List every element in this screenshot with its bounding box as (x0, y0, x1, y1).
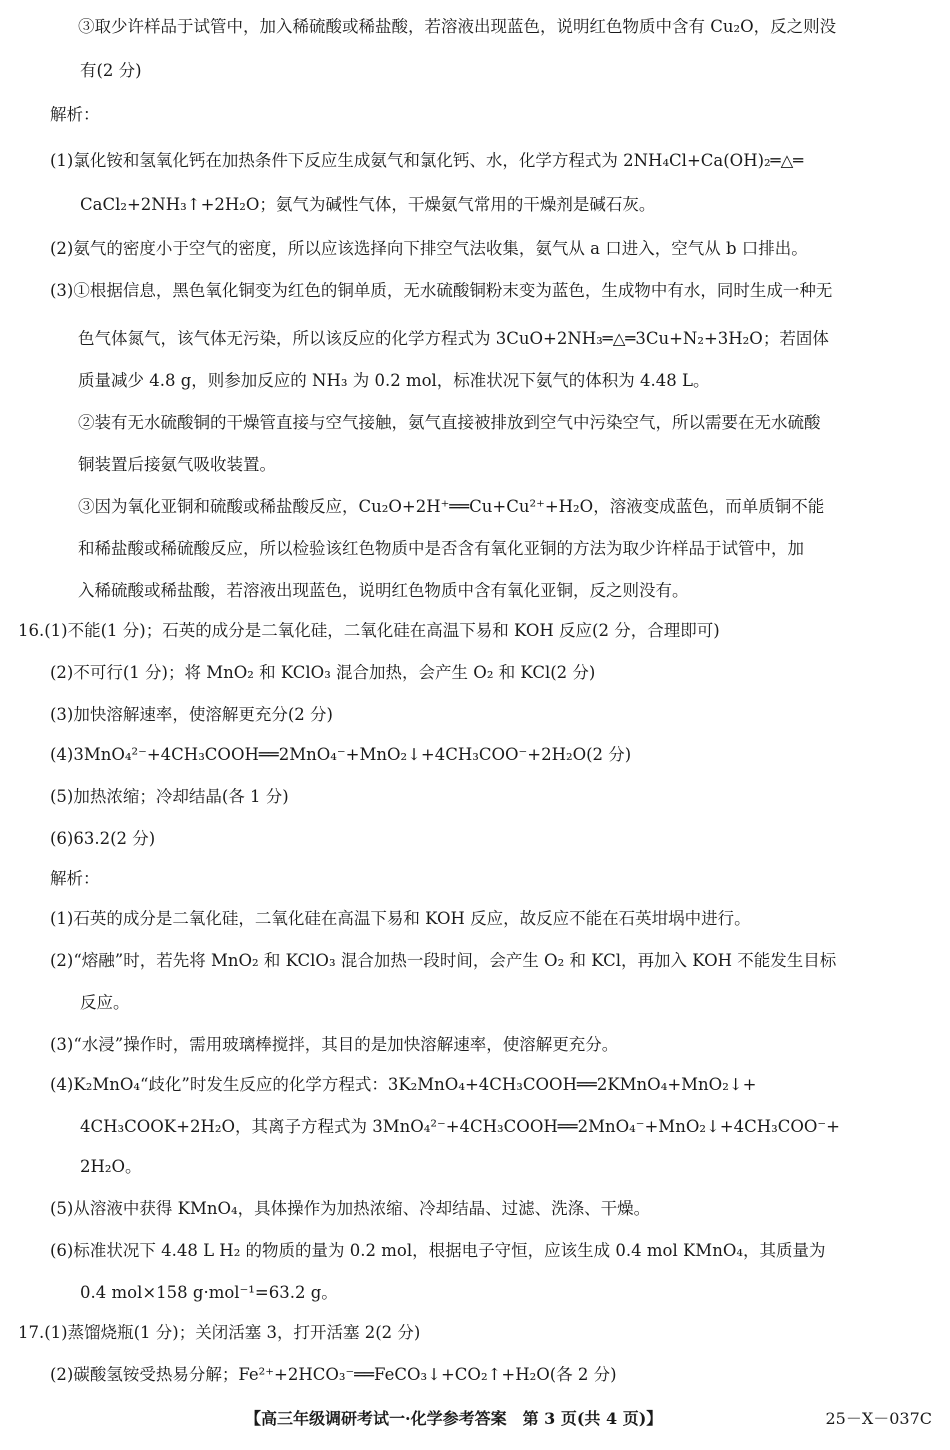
text-line: 4CH₃COOK+2H₂O，其离子方程式为 3MnO₄²⁻+4CH₃COOH══2MnO₄⁻+MnO₂↓+4CH₃COO⁻+ (80, 1117, 840, 1136)
text-line: (6)标准状况下 4.48 L H₂ 的物质的量为 0.2 mol，根据电子守恒，应该生成 0.4 mol KMnO₄，其质量为 (50, 1241, 826, 1260)
text-line: 解析： (50, 105, 100, 124)
text-line: (2)碳酸氢铵受热易分解；Fe²⁺+2HCO₃⁻══FeCO₃↓+CO₂↑+H₂O(各 2 分) (50, 1365, 617, 1384)
text-line: (3)“水浸”操作时，需用玻璃棒搅拌，其目的是加快溶解速率，使溶解更充分。 (50, 1035, 619, 1054)
text-line: (5)从溶液中获得 KMnO₄，具体操作为加热浓缩、冷却结晶、过滤、洗涤、干燥。 (50, 1199, 651, 1218)
text-line: (4)3MnO₄²⁻+4CH₃COOH══2MnO₄⁻+MnO₂↓+4CH₃COO⁻+2H₂O(2 分) (50, 745, 632, 764)
text-line: 0.4 mol×158 g·mol⁻¹=63.2 g。 (80, 1283, 338, 1302)
footer-title: 【高三年级调研考试一·化学参考答案 第 3 页(共 4 页)】 (245, 1409, 663, 1428)
text-line: 17.(1)蒸馏烧瓶(1 分)；关闭活塞 3，打开活塞 2(2 分) (18, 1323, 421, 1342)
text-line: (5)加热浓缩；冷却结晶(各 1 分) (50, 787, 289, 806)
text-line: 质量减少 4.8 g，则参加反应的 NH₃ 为 0.2 mol，标准状况下氨气的体积为 4.48 L。 (78, 371, 710, 390)
text-line: (1)氯化铵和氢氧化钙在加热条件下反应生成氨气和氯化钙、水，化学方程式为 2NH₄Cl+Ca(OH)₂═△═ (50, 151, 804, 170)
text-line: 2H₂O。 (80, 1157, 142, 1176)
text-line: (4)K₂MnO₄“歧化”时发生反应的化学方程式：3K₂MnO₄+4CH₃COOH══2KMnO₄+MnO₂↓+ (50, 1075, 757, 1094)
text-line: ②装有无水硫酸铜的干燥管直接与空气接触，氨气直接被排放到空气中污染空气，所以需要在无水硫酸 (78, 413, 821, 432)
text-line: (6)63.2(2 分) (50, 829, 156, 848)
text-line: (2)氨气的密度小于空气的密度，所以应该选择向下排空气法收集，氨气从 a 口进入，空气从 b 口排出。 (50, 239, 808, 258)
text-line: 反应。 (80, 993, 130, 1012)
text-line: 有(2 分) (80, 61, 142, 80)
text-line: (3)①根据信息，黑色氧化铜变为红色的铜单质，无水硫酸铜粉末变为蓝色，生成物中有水，同时生成一种无 (50, 281, 833, 300)
text-line: CaCl₂+2NH₃↑+2H₂O；氨气为碱性气体，干燥氨气常用的干燥剂是碱石灰。 (80, 195, 656, 214)
text-line: 和稀盐酸或稀硫酸反应，所以检验该红色物质中是否含有氧化亚铜的方法为取少许样品于试管中，加 (78, 539, 804, 558)
text-line: (2)不可行(1 分)；将 MnO₂ 和 KClO₃ 混合加热，会产生 O₂ 和 KCl(2 分) (50, 663, 596, 682)
text-line: 入稀硫酸或稀盐酸，若溶液出现蓝色，说明红色物质中含有氧化亚铜，反之则没有。 (78, 581, 689, 600)
text-line: (2)“熔融”时，若先将 MnO₂ 和 KClO₃ 混合加热一段时间，会产生 O₂ 和 KCl，再加入 KOH 不能发生目标 (50, 951, 837, 970)
text-line: ③取少许样品于试管中，加入稀硫酸或稀盐酸，若溶液出现蓝色，说明红色物质中含有 Cu₂O，反之则没 (78, 17, 837, 36)
text-line: 铜装置后接氨气吸收装置。 (78, 455, 276, 474)
text-line: 16.(1)不能(1 分)；石英的成分是二氧化硅，二氧化硅在高温下易和 KOH 反应(2 分，合理即可) (18, 621, 720, 640)
text-line: 解析： (50, 869, 100, 888)
text-line: (3)加快溶解速率，使溶解更充分(2 分) (50, 705, 333, 724)
text-line: ③因为氧化亚铜和硫酸或稀盐酸反应，Cu₂O+2H⁺══Cu+Cu²⁺+H₂O，溶液变成蓝色，而单质铜不能 (78, 497, 825, 516)
text-line: 色气体氮气，该气体无污染，所以该反应的化学方程式为 3CuO+2NH₃═△═3Cu+N₂+3H₂O；若固体 (78, 329, 829, 348)
footer-code: 25－X－037C (825, 1409, 932, 1428)
text-line: (1)石英的成分是二氧化硅，二氧化硅在高温下易和 KOH 反应，故反应不能在石英坩埚中进行。 (50, 909, 751, 928)
